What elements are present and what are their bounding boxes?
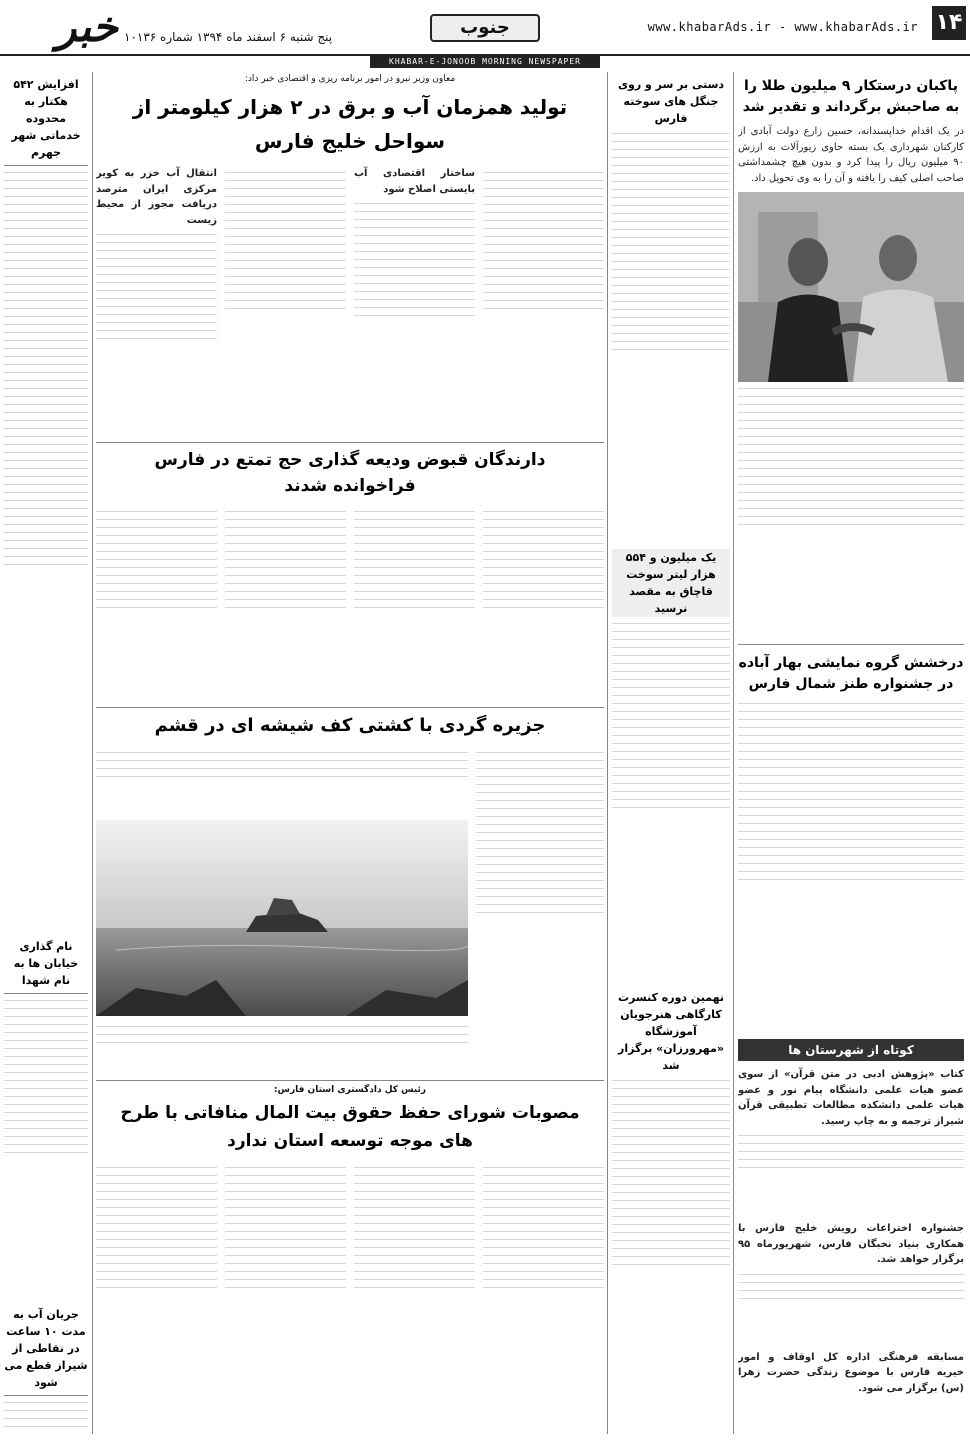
column-rule	[607, 72, 608, 1434]
text-column	[225, 166, 346, 438]
story-headline[interactable]: درخشش گروه نمایشی بهار آباده در جشنواره طنز شمال فارس	[738, 655, 964, 692]
story-divider	[96, 707, 604, 708]
story-body	[96, 505, 604, 703]
news-brief-box-title: کوتاه از شهرستان ها	[738, 1039, 964, 1061]
column-rule	[92, 72, 93, 1434]
text-column	[96, 166, 217, 438]
main-area	[96, 72, 604, 1434]
story-divider	[96, 1080, 604, 1081]
story-headline[interactable]: افزایش ۵۴۲ هکتار به محدوده خدماتی شهر جهرم	[4, 76, 88, 166]
mid-right-column	[612, 76, 730, 1434]
story-body	[738, 388, 964, 638]
subhead: انتقال آب خزر به کویر مرکزی ایران مترصد دریافت مجوز از محیط زیست	[96, 168, 217, 226]
site-url[interactable]: www.khabarAds.ir - www.khabarAds.ir	[647, 20, 918, 34]
headline[interactable]: دارندگان قبوض ودیعه گذاری حج تمتع در فارس فراخوانده شدند	[154, 450, 546, 496]
brief-body	[738, 1135, 964, 1215]
text-column	[476, 746, 604, 920]
story-headline[interactable]: نام گذاری خیابان ها به نام شهدا	[4, 938, 88, 994]
subhead: ساختار اقتصادی آب بایستی اصلاح شود	[354, 168, 475, 195]
headline[interactable]: جزیره گردی با کشتی کف شیشه ای در قشم	[154, 715, 546, 736]
story-headline[interactable]: نهمین دوره کنسرت کارگاهی هنرجویان آموزشگاه «مهرورزان» برگزار شد	[617, 991, 725, 1072]
lead-story-body	[96, 166, 604, 438]
story-body	[96, 1161, 604, 1411]
column-rule	[733, 72, 734, 1434]
story-headline[interactable]: یک میلیون و ۵۵۴ هزار لیتر سوخت قاچاق به مقصد نرسید	[612, 549, 730, 617]
text-columns	[96, 1020, 468, 1050]
left-column	[4, 76, 88, 1434]
kicker: معاون وزیر نیرو در امور برنامه ریزی و اقتصادی خبر داد:	[244, 74, 456, 84]
story-headline[interactable]: پاکبان درستکار ۹ میلیون طلا را به صاحبش برگرداند و تقدیر شد	[742, 78, 960, 115]
story-body	[612, 623, 730, 983]
brief-item[interactable]: مسابقه فرهنگی اداره کل اوقاف و امور خیریه فارس با موضوع زندگی حضرت زهرا (س) برگزار می شود.	[738, 1351, 964, 1394]
story-body	[738, 703, 964, 1033]
sea-rock-photo	[96, 820, 468, 1016]
island-photo	[96, 820, 468, 1016]
story-lead: در یک اقدام خداپسندانه، حسین زارع دولت آبادی از کارکنان شهرداری یک بسته حاوی زیورآلات به ارزش ۹۰ میلیون ریال را پیدا کرد و بدون هیچ چشمداشتی صاحب اصلی کیف را یافته و آن را به وی تحویل داد.	[738, 126, 964, 184]
text-column	[354, 166, 475, 438]
story-body	[4, 172, 88, 932]
lead-headline[interactable]: تولید همزمان آب و برق در ۲ هزار کیلومتر از سواحل خلیج فارس	[132, 95, 568, 153]
story-body	[96, 746, 604, 1076]
story-headline[interactable]: دستی بر سر و روی جنگل های سوخته فارس	[617, 78, 725, 125]
issue-date: پنج شنبه ۶ اسفند ماه ۱۳۹۴ شماره ۱۰۱۳۶	[124, 30, 333, 44]
story-divider	[96, 442, 604, 443]
brief-item[interactable]: جشنواره اختراعات رویش خلیج فارس با همکاری بنیاد نخبگان فارس، شهریورماه ۹۵ برگزار خواهد شد.	[738, 1223, 964, 1265]
text-columns	[96, 746, 468, 816]
handshake-photo	[738, 192, 964, 382]
story-body	[4, 1000, 88, 1300]
newspaper-logo	[6, 2, 118, 52]
kicker: رئیس کل دادگستری استان فارس:	[273, 1085, 427, 1095]
masthead	[0, 0, 970, 56]
masthead-strap: KHABAR-E-JONOOB MORNING NEWSPAPER	[370, 56, 600, 68]
brief-body	[738, 1274, 964, 1344]
brief-item[interactable]: کتاب «پژوهش ادبی در متن قرآن» از سوی عضو هیات علمی دانشگاه پیام نور و عضو هیات علمی دانشکده مطالعات تطبیقی قرآن شیراز ترجمه و به چاپ رسید.	[738, 1069, 964, 1127]
story-body	[4, 1402, 88, 1434]
section-title: جنوب	[430, 14, 540, 42]
story-photo	[738, 192, 964, 382]
logo-wordmark: خبر	[56, 2, 118, 51]
right-column	[738, 76, 964, 1434]
headline[interactable]: مصوبات شورای حفظ حقوق بیت المال منافاتی با طرح های موجه توسعه استان ندارد	[120, 1103, 580, 1151]
story-body	[612, 133, 730, 543]
story-divider	[738, 644, 964, 645]
story-headline[interactable]: جریان آب به مدت ۱۰ ساعت در نقاطی از شیراز قطع می شود	[4, 1306, 88, 1396]
story-body	[612, 1080, 730, 1434]
page-number: ۱۴	[932, 6, 966, 40]
text-column	[483, 166, 604, 438]
